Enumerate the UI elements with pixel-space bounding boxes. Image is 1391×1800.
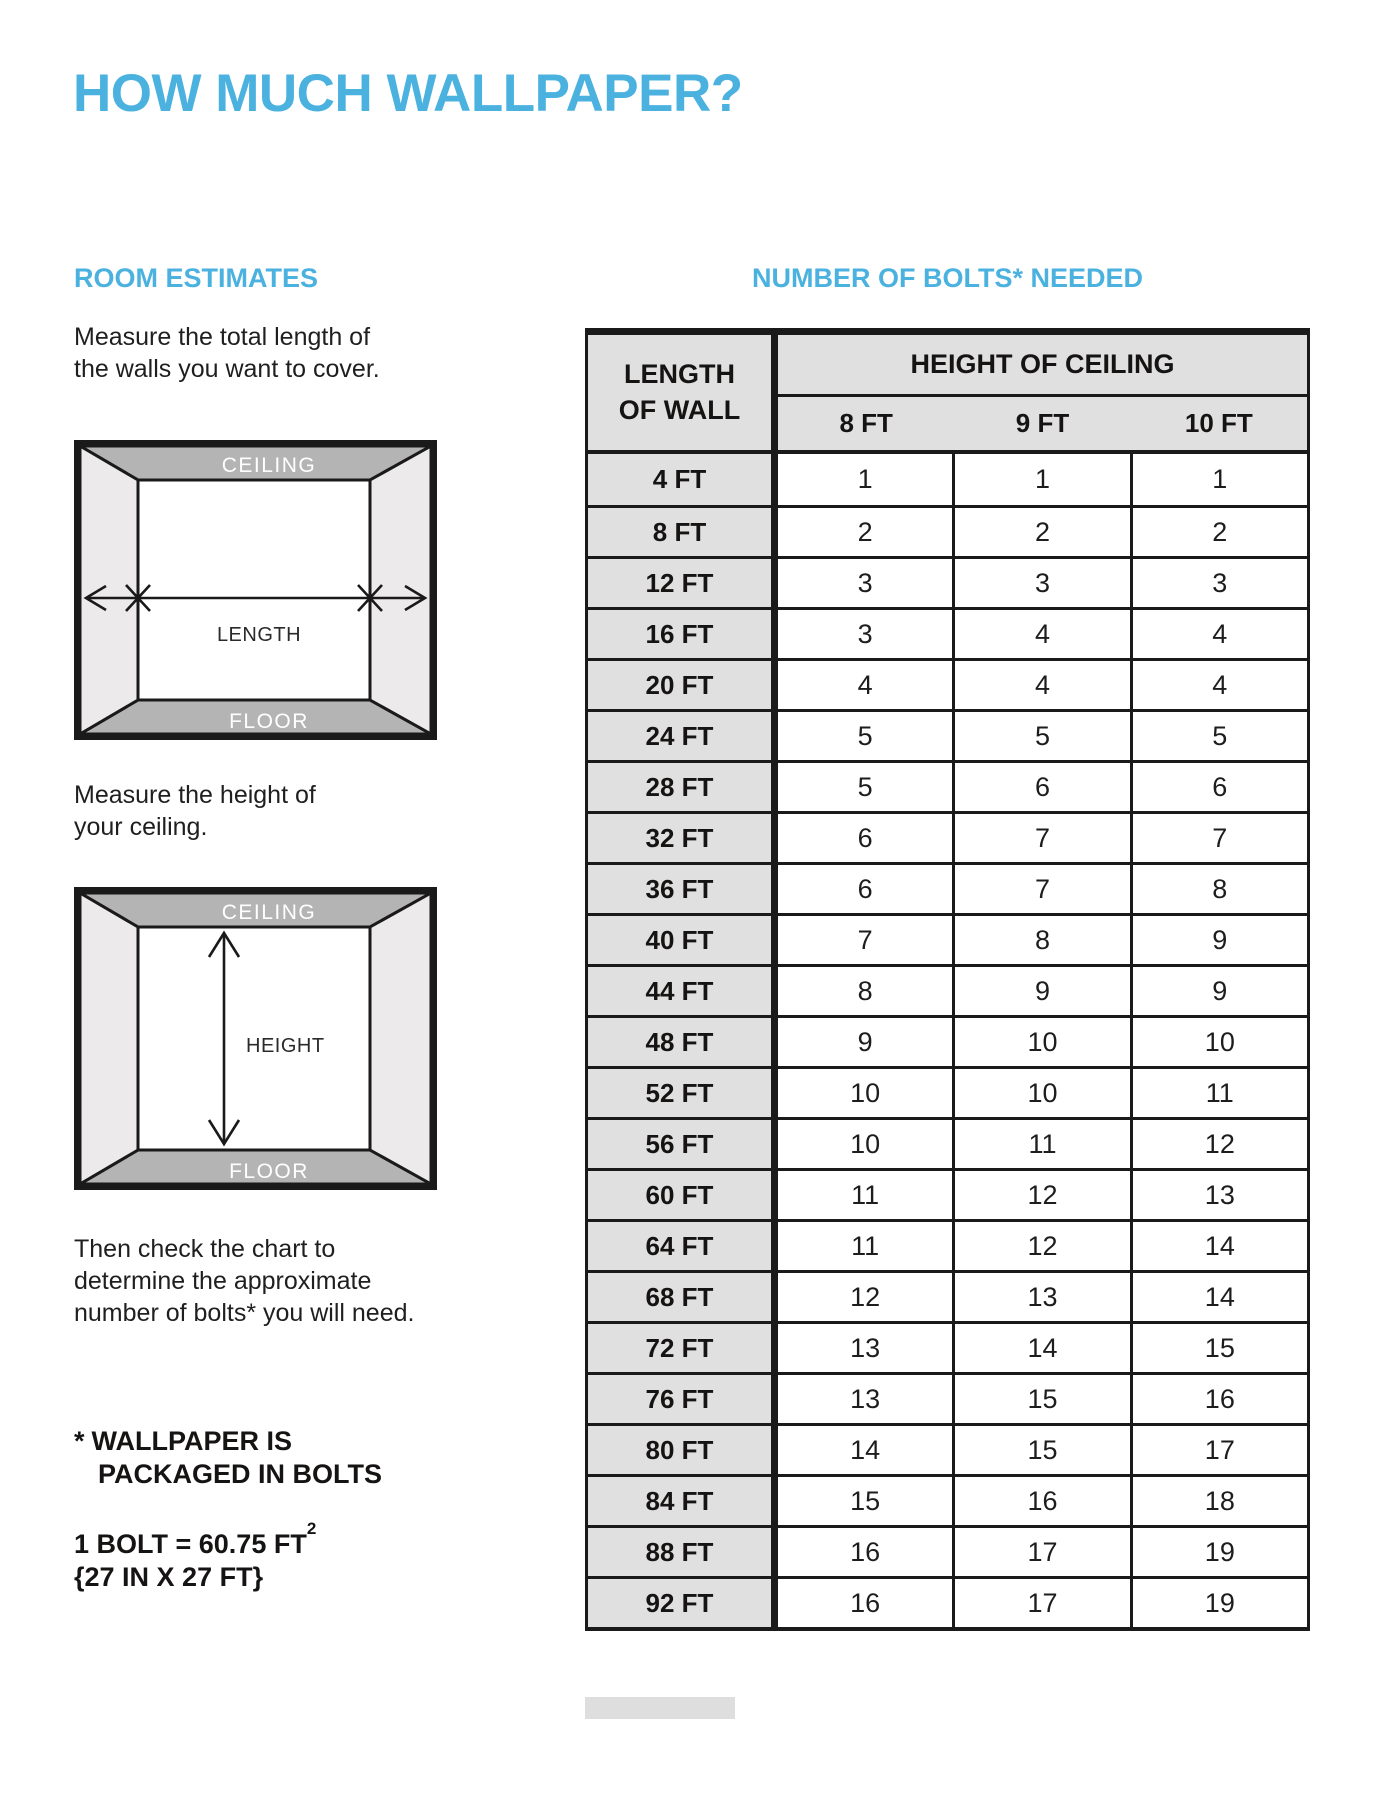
bolt-count-cell: 10 [952,1018,1129,1066]
bolt-count-cell: 6 [778,814,952,862]
table-row [588,505,1307,556]
table-row [588,1372,1307,1423]
bolt-count-cell: 9 [952,967,1129,1015]
instruction-line: Then check the chart to [74,1235,336,1263]
row-length-label: 76 FT [588,1375,778,1423]
ceiling-label: CEILING [221,901,317,924]
table-row [588,454,1307,505]
bolt-count-cell: 9 [1130,967,1307,1015]
table-bottom-strip [585,1697,735,1719]
bolt-count-cell: 11 [952,1120,1129,1168]
bolt-count-cell: 16 [778,1579,952,1627]
row-length-label: 16 FT [588,610,778,658]
wallpaper-bolts-footnote [74,1425,382,1491]
bolt-count-cell: 6 [1130,763,1307,811]
left-wall-face [80,893,138,1184]
col-header-9ft: 9 FT [1015,408,1070,438]
row-length-label: 56 FT [588,1120,778,1168]
row-length-label: 88 FT [588,1528,778,1576]
right-wall-face [370,893,431,1184]
bolt-count-cell: 13 [952,1273,1129,1321]
bolt-count-cell: 3 [952,559,1129,607]
bolt-count-cell: 6 [952,763,1129,811]
table-row [588,1423,1307,1474]
bolt-count-cell: 1 [778,454,952,505]
table-row [588,811,1307,862]
height-measure-label: HEIGHT [246,1035,325,1057]
bolt-count-cell: 17 [952,1528,1129,1576]
col-header-8ft: 8 FT [839,408,893,438]
table-row [588,607,1307,658]
table-row [588,1015,1307,1066]
bolt-count-cell: 6 [778,865,952,913]
table-row [588,1117,1307,1168]
room-height-diagram [74,887,437,1190]
bolt-count-cell: 16 [1130,1375,1307,1423]
bolt-count-cell: 5 [778,763,952,811]
bolt-count-cell: 12 [778,1273,952,1321]
bolt-count-cell: 15 [952,1426,1129,1474]
back-wall-face [138,480,370,700]
row-length-label: 36 FT [588,865,778,913]
bolt-count-cell: 1 [952,454,1129,505]
bolt-count-cell: 8 [952,916,1129,964]
instruction-line: determine the approximate [74,1267,372,1295]
room-length-diagram [74,440,437,740]
bolt-count-cell: 14 [1130,1222,1307,1270]
row-length-label: 48 FT [588,1018,778,1066]
row-length-label: 20 FT [588,661,778,709]
bolt-count-cell: 2 [778,508,952,556]
bolt-count-cell: 7 [778,916,952,964]
table-row [588,1066,1307,1117]
footnote-asterisk: * [74,1426,85,1456]
row-length-label: 4 FT [588,454,778,505]
bolts-needed-heading: NUMBER OF BOLTS* NEEDED [751,263,1143,293]
bolt-count-cell: 11 [1130,1069,1307,1117]
length-measure-label: LENGTH [216,624,302,646]
bolt-count-cell: 17 [1130,1426,1307,1474]
bolt-count-cell: 15 [778,1477,952,1525]
table-row [588,1474,1307,1525]
ceiling-label: CEILING [221,454,317,477]
table-row [588,709,1307,760]
bolt-count-cell: 18 [1130,1477,1307,1525]
bolt-count-cell: 4 [1130,610,1307,658]
bolt-count-cell: 1 [1130,454,1307,505]
length-of-wall-line1: LENGTH [624,359,735,390]
bolt-count-cell: 4 [952,661,1129,709]
bolt-count-cell: 5 [1130,712,1307,760]
height-of-ceiling-header: HEIGHT OF CEILING [778,335,1307,397]
instruction-measure-height [74,779,316,843]
instruction-line: the walls you want to cover. [74,355,380,383]
row-length-label: 80 FT [588,1426,778,1474]
bolt-count-cell: 8 [778,967,952,1015]
table-row [588,556,1307,607]
ceiling-height-columns [778,397,1307,450]
table-header [588,335,1307,454]
page-title: HOW MUCH WALLPAPER? [73,64,743,123]
bolt-dimensions: {27 IN X 27 FT} [74,1562,264,1592]
row-length-label: 72 FT [588,1324,778,1372]
row-length-label: 84 FT [588,1477,778,1525]
footnote-text2: PACKAGED IN BOLTS [98,1459,383,1489]
row-length-label: 52 FT [588,1069,778,1117]
bolts-table [585,328,1310,1631]
bolt-count-cell: 7 [1130,814,1307,862]
table-row [588,760,1307,811]
table-row [588,1525,1307,1576]
instruction-line: Measure the total length of [74,323,371,351]
bolt-count-cell: 11 [778,1222,952,1270]
instruction-line: number of bolts* you will need. [74,1299,415,1327]
col-header-10ft: 10 FT [1184,408,1253,438]
instruction-line: your ceiling. [74,813,208,841]
bolt-count-cell: 19 [1130,1579,1307,1627]
ceiling-header-group [778,335,1307,450]
bolt-count-cell: 7 [952,814,1129,862]
footnote-line1 [74,1425,382,1458]
bolt-equation [74,1521,316,1561]
bolt-equation-exponent: 2 [306,1519,317,1538]
row-length-label: 64 FT [588,1222,778,1270]
table-row [588,862,1307,913]
table-row [588,913,1307,964]
bolt-count-cell: 16 [778,1528,952,1576]
length-of-wall-line2: OF WALL [618,394,741,425]
bolt-count-cell: 7 [952,865,1129,913]
bolt-count-cell: 2 [952,508,1129,556]
table-row [588,964,1307,1015]
row-length-label: 24 FT [588,712,778,760]
table-row [588,1270,1307,1321]
bolt-count-cell: 10 [778,1069,952,1117]
bolt-count-cell: 14 [778,1426,952,1474]
bolt-count-cell: 15 [952,1375,1129,1423]
bolt-count-cell: 3 [778,610,952,658]
table-row [588,1576,1307,1627]
bolt-count-cell: 10 [952,1069,1129,1117]
row-length-label: 40 FT [588,916,778,964]
row-length-label: 8 FT [588,508,778,556]
bolt-count-cell: 13 [778,1324,952,1372]
table-row [588,1219,1307,1270]
bolt-count-cell: 12 [952,1222,1129,1270]
bolt-count-cell: 9 [1130,916,1307,964]
row-length-label: 32 FT [588,814,778,862]
floor-label: FLOOR [229,1160,309,1183]
bolt-count-cell: 12 [1130,1120,1307,1168]
bolt-count-cell: 2 [1130,508,1307,556]
bolt-count-cell: 13 [1130,1171,1307,1219]
bolt-count-cell: 5 [952,712,1129,760]
table-row [588,1321,1307,1372]
bolt-count-cell: 3 [1130,559,1307,607]
bolt-count-cell: 5 [778,712,952,760]
floor-label: FLOOR [229,710,309,733]
bolt-count-cell: 13 [778,1375,952,1423]
bolt-count-cell: 14 [952,1324,1129,1372]
bolt-count-cell: 10 [1130,1018,1307,1066]
row-length-label: 28 FT [588,763,778,811]
bolt-count-cell: 16 [952,1477,1129,1525]
bolt-count-cell: 4 [952,610,1129,658]
bolt-count-cell: 4 [778,661,952,709]
row-length-label: 68 FT [588,1273,778,1321]
bolt-count-cell: 17 [952,1579,1129,1627]
table-row [588,1168,1307,1219]
bolt-equation-text: 1 BOLT = 60.75 FT [74,1529,307,1559]
row-length-label: 92 FT [588,1579,778,1627]
table-body [588,454,1307,1627]
bolt-count-cell: 15 [1130,1324,1307,1372]
bolt-count-cell: 19 [1130,1528,1307,1576]
bolt-count-cell: 9 [778,1018,952,1066]
bolt-count-cell: 14 [1130,1273,1307,1321]
row-length-label: 60 FT [588,1171,778,1219]
row-length-label: 12 FT [588,559,778,607]
instruction-line: Measure the height of [74,781,316,809]
instruction-measure-length [74,321,380,385]
bolt-count-cell: 4 [1130,661,1307,709]
room-estimates-heading: ROOM ESTIMATES [74,263,319,293]
bolt-count-cell: 11 [778,1171,952,1219]
row-length-label: 44 FT [588,967,778,1015]
bolt-count-cell: 3 [778,559,952,607]
bolt-size-info [74,1521,316,1594]
length-of-wall-header [588,335,778,450]
instruction-check-chart [74,1233,414,1329]
table-row [588,658,1307,709]
bolt-count-cell: 8 [1130,865,1307,913]
bolt-count-cell: 12 [952,1171,1129,1219]
footnote-text1: WALLPAPER IS [91,1426,293,1456]
bolt-count-cell: 10 [778,1120,952,1168]
